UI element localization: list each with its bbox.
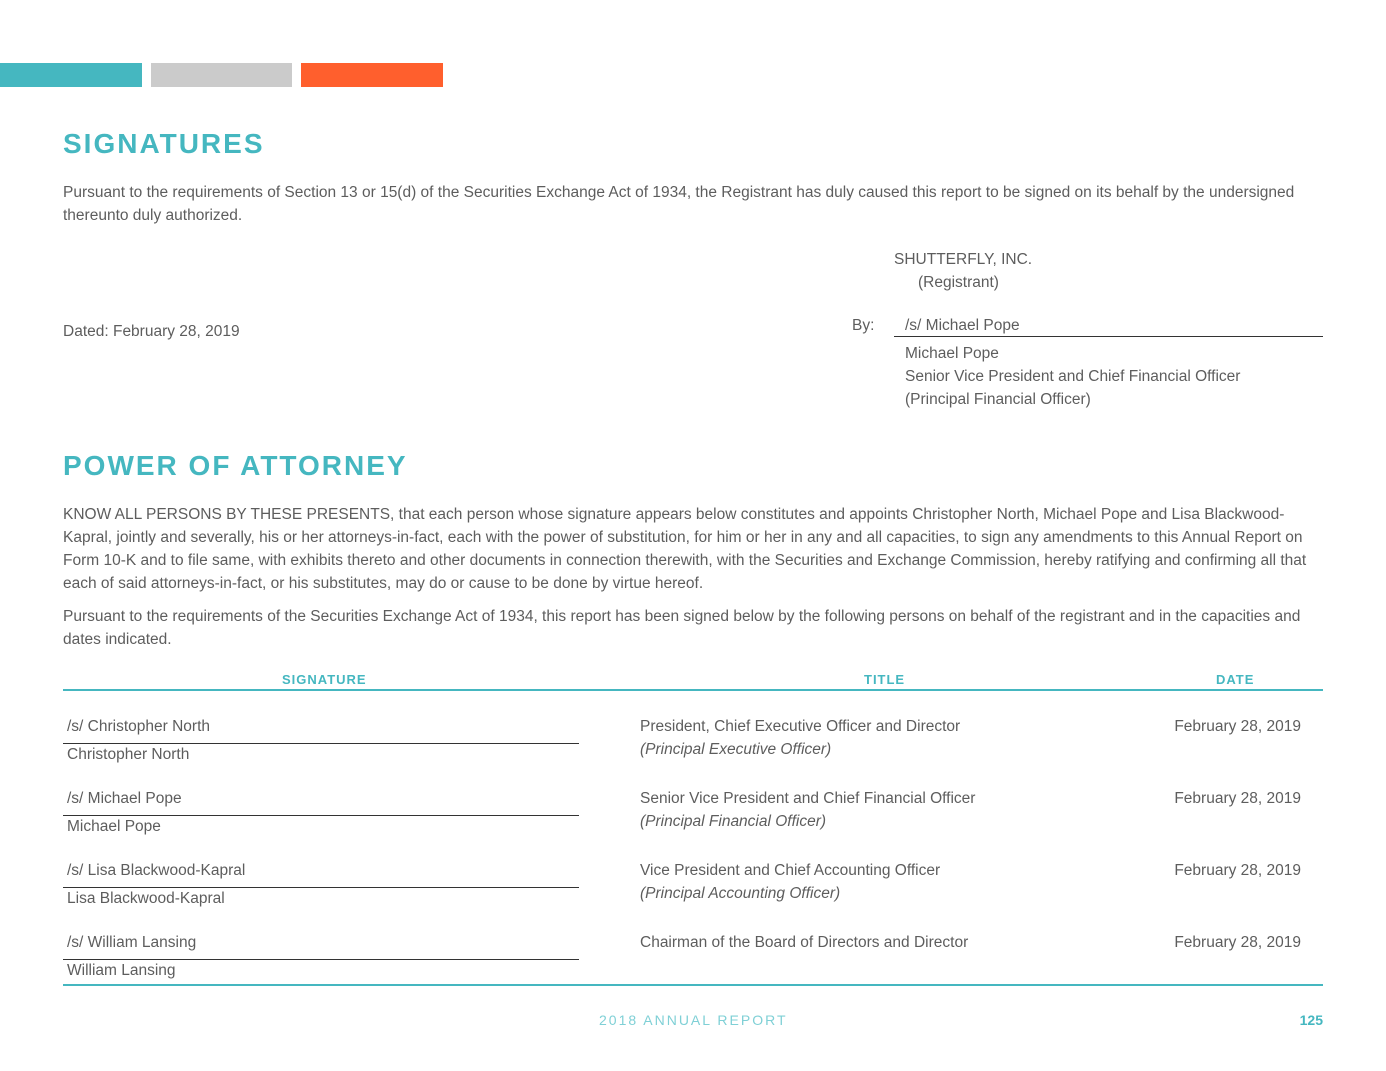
- row-role: (Principal Accounting Officer): [640, 885, 841, 902]
- row-signature-line: [63, 887, 579, 888]
- by-label: By:: [852, 317, 875, 334]
- dated-text: Dated: February 28, 2019: [63, 323, 240, 340]
- row-title: Senior Vice President and Chief Financial Officer: [640, 790, 976, 807]
- row-date: February 28, 2019: [1174, 718, 1301, 735]
- row-name: Christopher North: [67, 746, 190, 763]
- table-row: [63, 862, 1323, 934]
- decor-bar-orange: [301, 63, 443, 87]
- column-header-date: DATE: [1216, 672, 1255, 687]
- signatures-heading: SIGNATURES: [63, 128, 265, 159]
- table-row: [63, 790, 1323, 862]
- signer-role: (Principal Financial Officer): [905, 391, 1091, 408]
- poa-paragraph-1: KNOW ALL PERSONS BY THESE PRESENTS, that each person whose signature appears below constitutes and appoints Christopher North, Michael Pope and Lisa Blackwood-Kapral, jointly and severally, his or her attorneys-in-fact, each with the power of substitution, for him or her in any and all capacities, to sign any amendments to this Annual Report on Form 10-K and to file same, with exhibits thereto and other documents in connection therewith, with the Securities and Exchange Commission, hereby ratifying and confirming all that each of said attorneys-in-fact, or his substitutes, may do or cause to be done by virtue hereof.: [63, 506, 1307, 592]
- column-header-signature: SIGNATURE: [282, 672, 367, 687]
- row-signature: /s/ William Lansing: [67, 934, 197, 951]
- footer-label: 2018 ANNUAL REPORT: [599, 1012, 788, 1028]
- row-signature-line: [63, 959, 579, 960]
- decor-bar-teal: [0, 63, 142, 87]
- row-title: President, Chief Executive Officer and Director: [640, 718, 961, 735]
- table-header-rule: [63, 689, 1323, 691]
- signature-line: [894, 336, 1323, 337]
- registrant-label: (Registrant): [918, 274, 999, 291]
- row-title: Vice President and Chief Accounting Officer: [640, 862, 941, 879]
- by-signature: /s/ Michael Pope: [905, 317, 1020, 334]
- table-row: [63, 718, 1323, 790]
- poa-heading: POWER OF ATTORNEY: [63, 450, 408, 481]
- row-name: Michael Pope: [67, 818, 161, 835]
- row-name: William Lansing: [67, 962, 176, 979]
- row-name: Lisa Blackwood-Kapral: [67, 890, 225, 907]
- column-header-title: TITLE: [864, 672, 906, 687]
- signer-name: Michael Pope: [905, 345, 999, 362]
- row-role: (Principal Financial Officer): [640, 813, 827, 830]
- table-bottom-rule: [63, 984, 1323, 986]
- signatures-paragraph: Pursuant to the requirements of Section 13 or 15(d) of the Securities Exchange Act of 1934, the Registrant has duly caused this report to be signed on its behalf by the undersigned thereunto duly authorized.: [63, 184, 1295, 224]
- signer-title: Senior Vice President and Chief Financial Officer: [905, 368, 1241, 385]
- row-role: (Principal Executive Officer): [640, 741, 832, 758]
- company-name: SHUTTERFLY, INC.: [894, 251, 1033, 268]
- poa-paragraph-2: Pursuant to the requirements of the Securities Exchange Act of 1934, this report has been signed below by the following persons on behalf of the registrant and in the capacities and dates indicated.: [63, 608, 1301, 648]
- decor-bar-gray: [151, 63, 292, 87]
- row-signature: /s/ Lisa Blackwood-Kapral: [67, 862, 246, 879]
- row-signature-line: [63, 815, 579, 816]
- page-number: 125: [1299, 1012, 1323, 1028]
- row-title: Chairman of the Board of Directors and Director: [640, 934, 969, 951]
- table-row: [63, 934, 1323, 1006]
- row-signature: /s/ Christopher North: [67, 718, 210, 735]
- row-date: February 28, 2019: [1174, 862, 1301, 879]
- row-signature-line: [63, 743, 579, 744]
- row-signature: /s/ Michael Pope: [67, 790, 182, 807]
- row-date: February 28, 2019: [1174, 934, 1301, 951]
- row-date: February 28, 2019: [1174, 790, 1301, 807]
